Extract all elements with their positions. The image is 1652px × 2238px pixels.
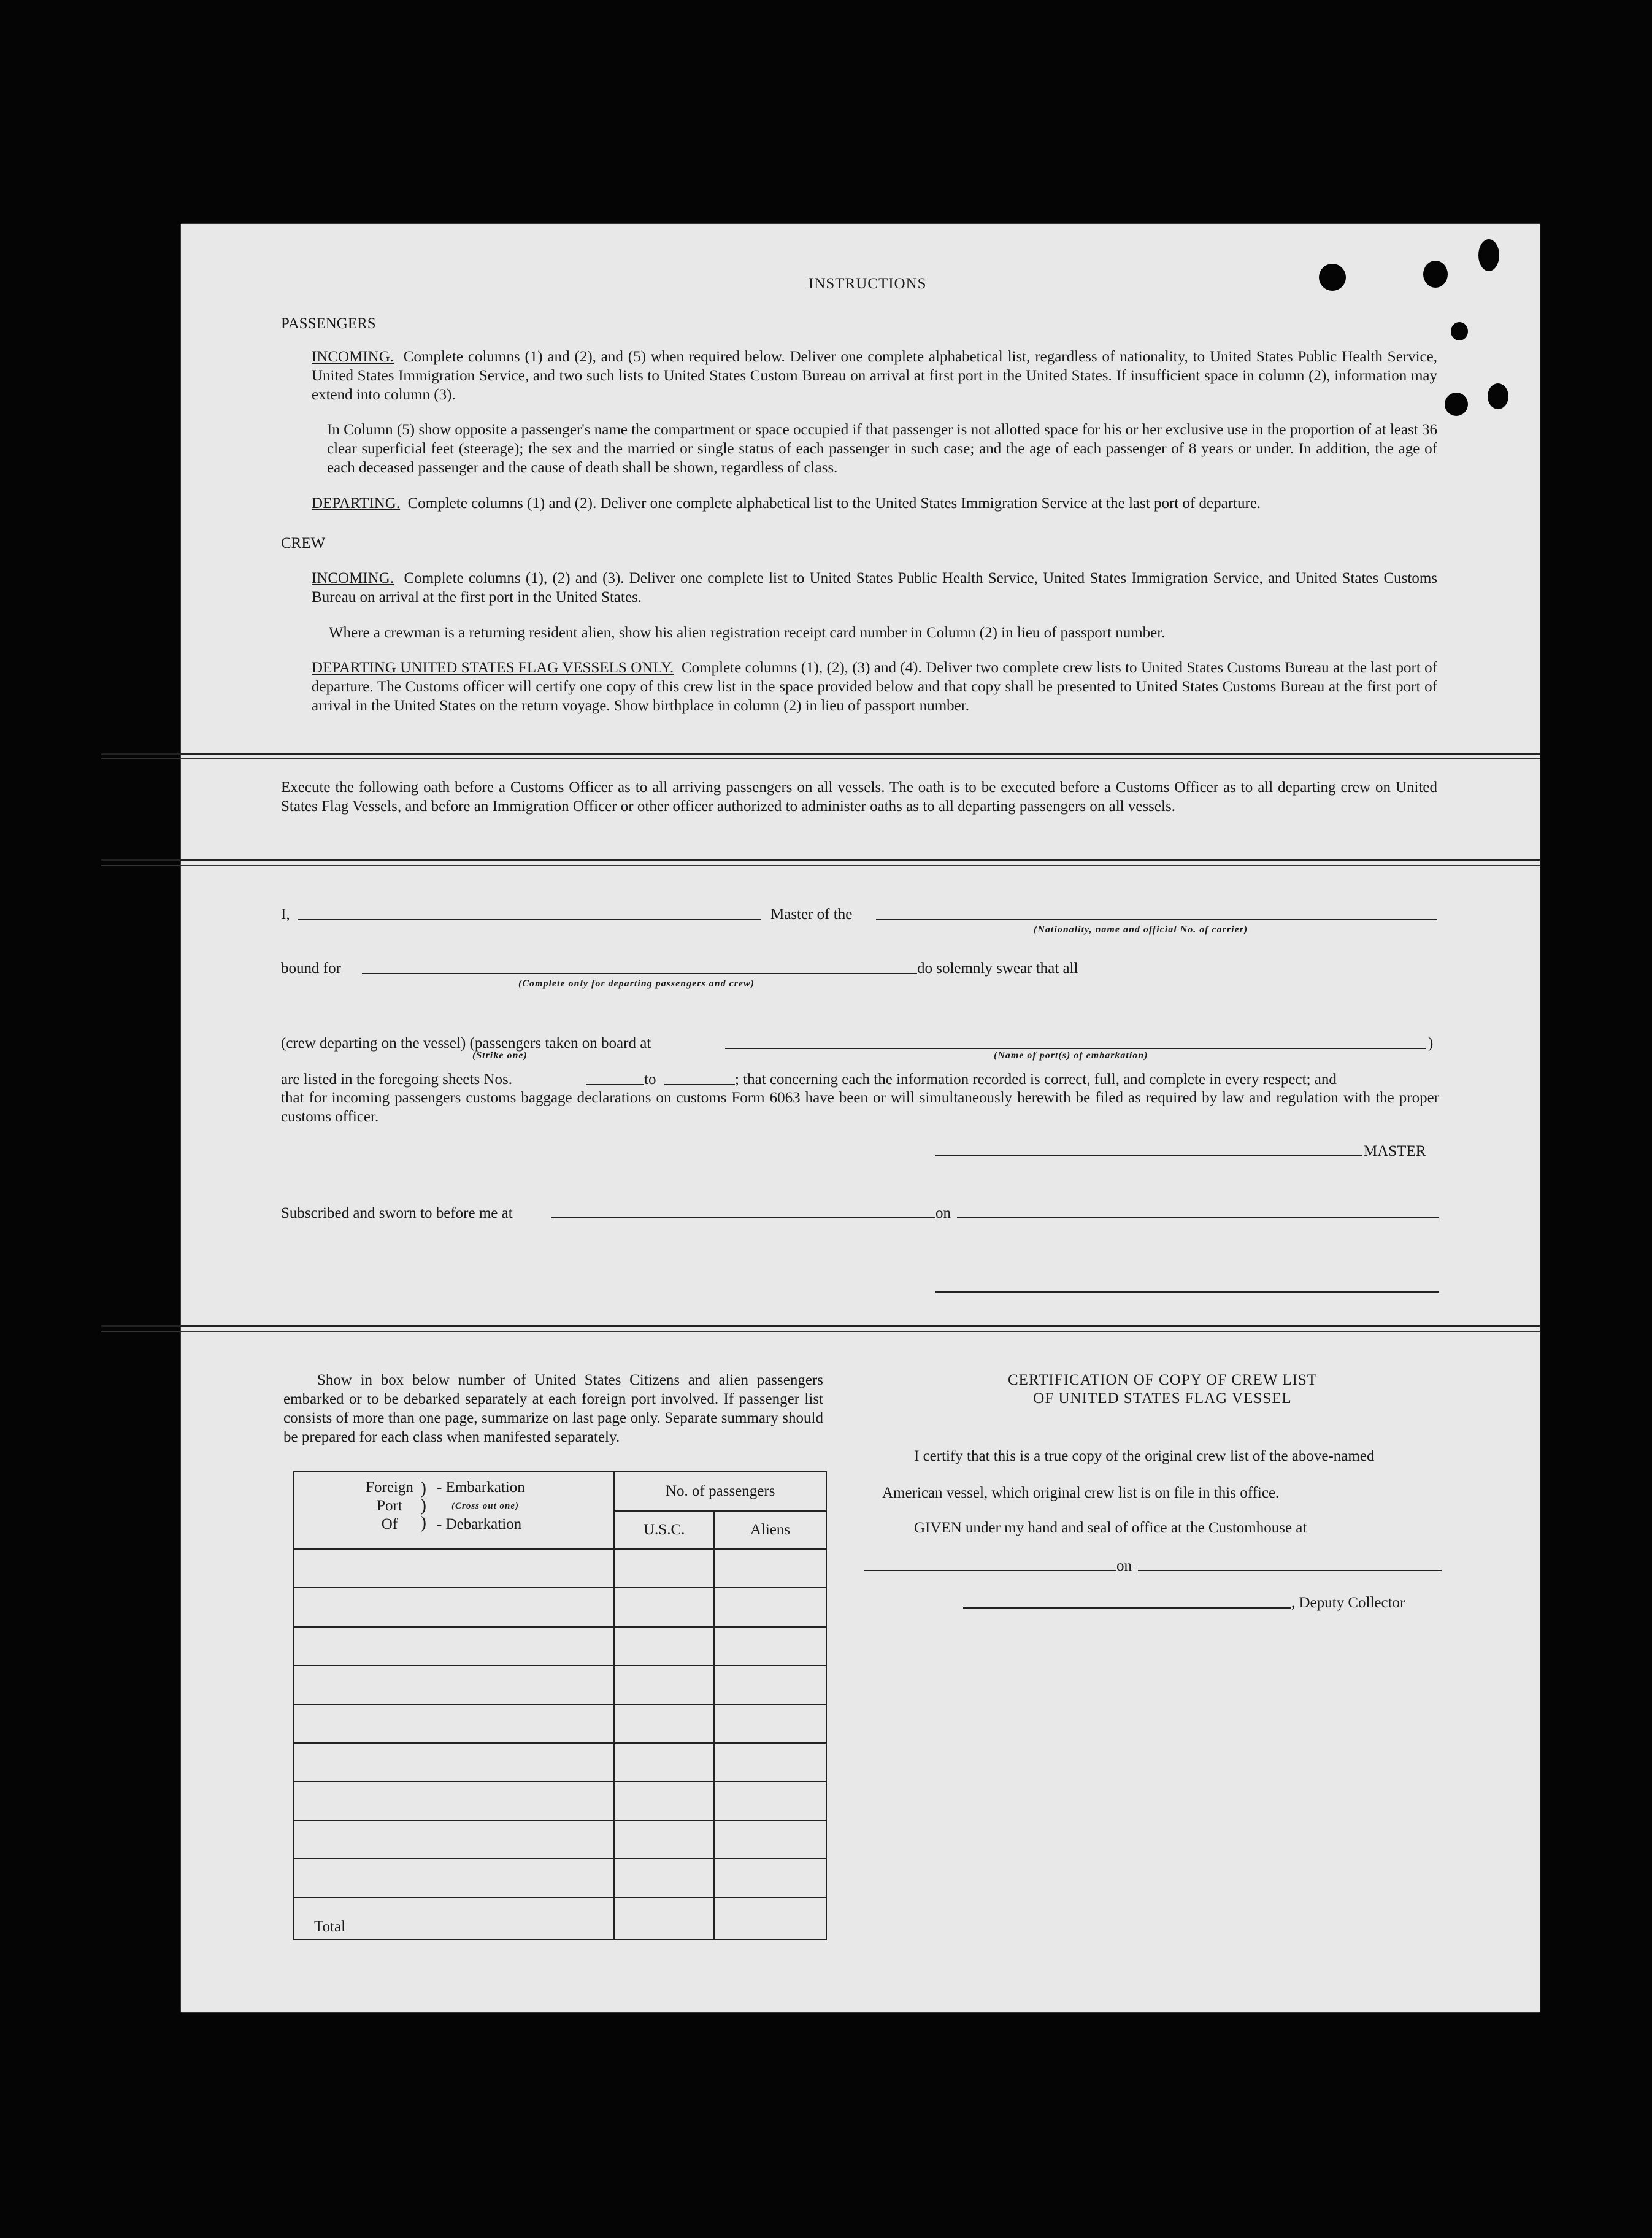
sworn-date-field[interactable] (957, 1217, 1439, 1218)
port-cell[interactable] (294, 1820, 614, 1859)
oath-i-label: I, (281, 906, 290, 923)
master-signature-field[interactable] (935, 1155, 1362, 1156)
master-name-field[interactable] (298, 919, 761, 920)
passengers-incoming-label: INCOMING. (312, 348, 394, 365)
aliens-cell[interactable] (714, 1549, 826, 1588)
usc-cell[interactable] (614, 1627, 713, 1666)
passengers-departing-text: Complete columns (1) and (2). Deliver one complete alphabetical list to the United States Immigration Service at the last port of departure. (407, 495, 1261, 512)
to-word: to (644, 1071, 656, 1088)
total-label: Total (294, 1898, 614, 1940)
certification-title-line2: OF UNITED STATES FLAG VESSEL (1033, 1390, 1292, 1407)
usc-cell[interactable] (614, 1782, 713, 1820)
summary-intro: Show in box below number of United States Citizens and alien passengers embarked or to be debarked separately at each foreign port involved. If passenger list consists of more than one page, summarize on last page only. Separate summary should be prepared for each class when manifested separately. (283, 1372, 823, 1445)
crew-departing-text: Complete columns (1), (2), (3) and (4). Deliver two complete crew lists to United States Customs Bureau at the last port of departure. The Customs officer will certify one copy of this crew list in the space provided below and that copy shall be presented to United States Customs Bureau at the first port of arrival in the United States on the return voyage. Show birthplace in column (2) in lieu of passport number. (312, 659, 1438, 714)
table-row (294, 1666, 826, 1704)
table-row (294, 1743, 826, 1782)
embarkation-port-field[interactable] (725, 1048, 1426, 1049)
passengers-heading: PASSENGERS (281, 315, 376, 332)
aliens-cell[interactable] (714, 1782, 826, 1820)
divider (101, 1331, 1540, 1332)
master-label: MASTER (1364, 1143, 1426, 1159)
on-word: on (935, 1205, 951, 1221)
sheet-from-field[interactable] (586, 1084, 644, 1085)
listed-line2: that for incoming passengers customs baggage declarations on customs Form 6063 have been or will simultaneously herewith be filed as required by law and regulation with the proper customs officer. (281, 1090, 1439, 1125)
usc-cell[interactable] (614, 1549, 713, 1588)
master-of-the-label: Master of the (770, 906, 853, 923)
table-row (294, 1704, 826, 1743)
passengers-incoming-paragraph (312, 347, 1437, 404)
listed-prefix: are listed in the foregoing sheets Nos. (281, 1071, 512, 1088)
passengers-departing-paragraph (312, 494, 1440, 513)
instructions-title: INSTRUCTIONS (809, 275, 927, 292)
oath-intro: Execute the following oath before a Customs Officer as to all arriving passengers on all vessels. The oath is to be executed before a Customs Officer as to all departing crew on United States Flag Vessels, and before an Immigration Officer or other officer authorized to administer oaths as to all departing passengers on all vessels. (281, 779, 1437, 815)
divider (101, 1325, 1540, 1327)
table-row (294, 1782, 826, 1820)
crew-heading: CREW (281, 535, 326, 552)
bound-for-label: bound for (281, 960, 341, 977)
crew-incoming-paragraph (312, 569, 1437, 607)
passengers-incoming-text: Complete columns (1) and (2), and (5) when required below. Deliver one complete alphabetical list, regardless of nationality, to United States Public Health Service, United States Immigration Service, and two such lists to United States Custom Bureau on arrival at first port in the United States. If insufficient space in column (2), information may extend into column (3). (312, 348, 1438, 403)
divider (101, 753, 1540, 755)
listed-suffix: ; that concerning each the information recorded is correct, full, and complete in every respect; and (735, 1071, 1337, 1088)
strike-one-caption: (Strike one) (472, 1050, 528, 1061)
foreign-label: Foreign (366, 1479, 413, 1496)
port-cell[interactable] (294, 1782, 614, 1820)
passengers-departing-label: DEPARTING. (312, 495, 401, 512)
sheet-to-field[interactable] (664, 1084, 735, 1085)
aliens-cell[interactable] (714, 1743, 826, 1782)
usc-cell[interactable] (614, 1588, 713, 1626)
port-cell[interactable] (294, 1743, 614, 1782)
of-label: Of (381, 1516, 398, 1532)
officer-signature-field[interactable] (935, 1291, 1439, 1293)
table-row (294, 1588, 826, 1626)
port-cell[interactable] (294, 1549, 614, 1588)
usc-header: U.S.C. (614, 1511, 713, 1549)
aliens-cell[interactable] (714, 1704, 826, 1743)
port-cell[interactable] (294, 1859, 614, 1898)
sworn-place-field[interactable] (551, 1217, 935, 1218)
usc-cell[interactable] (614, 1820, 713, 1859)
embarkation-label: - Embarkation (437, 1479, 525, 1496)
debarkation-label: - Debarkation (437, 1516, 522, 1532)
punch-hole (1423, 261, 1448, 288)
customhouse-field[interactable] (864, 1570, 1116, 1571)
bound-for-field[interactable] (362, 973, 917, 974)
divider (101, 758, 1540, 759)
punch-hole (1478, 239, 1499, 271)
cert-on-word: on (1116, 1558, 1132, 1574)
carrier-field[interactable] (876, 919, 1437, 920)
crew-resident-paragraph: Where a crewman is a returning resident alien, show his alien registration receipt card number in Column (2) in lieu of passport number. (329, 625, 1166, 641)
cross-out-caption: (Cross out one) (451, 1501, 520, 1511)
close-paren: ) (1428, 1035, 1434, 1052)
aliens-total-cell[interactable] (714, 1898, 826, 1940)
complete-only-caption: (Complete only for departing passengers and crew) (518, 979, 755, 989)
port-cell[interactable] (294, 1627, 614, 1666)
deputy-collector-label: , Deputy Collector (1291, 1594, 1405, 1611)
aliens-header: Aliens (714, 1511, 826, 1549)
punch-hole (1319, 264, 1346, 291)
divider (101, 865, 1540, 866)
passengers-column5-paragraph: In Column (5) show opposite a passenger's name the compartment or space occupied if that passenger is not allotted space for his or her exclusive use in the proportion of at least 36 clear superficial feet (steerage); the sex and the married or single status of each passenger in such case; and the age of each passenger of 8 years or under. In addition, the age of each deceased passenger and the cause of death shall be shown, regardless of class. (327, 421, 1437, 476)
total-row (294, 1898, 826, 1940)
certify-text: I certify that this is a true copy of the original crew list of the above-named (914, 1448, 1375, 1464)
port-cell[interactable] (294, 1666, 614, 1704)
crew-departing-label: DEPARTING UNITED STATES FLAG VESSELS ONLY. (312, 659, 674, 676)
passenger-summary-table (293, 1471, 827, 1940)
usc-cell[interactable] (614, 1704, 713, 1743)
punch-hole (1488, 383, 1508, 409)
crew-incoming-label: INCOMING. (312, 570, 394, 586)
cert-date-field[interactable] (1138, 1570, 1442, 1571)
punch-hole (1445, 393, 1468, 416)
crew-incoming-text: Complete columns (1), (2) and (3). Deliver one complete list to United States Public Health Service, United States Immigration Service, and United States Customs Bureau on arrival at the first port in the United States. (312, 570, 1437, 606)
no-passengers-header: No. of passengers (614, 1472, 826, 1511)
port-label: Port (377, 1498, 402, 1514)
table-row (294, 1859, 826, 1898)
usc-cell[interactable] (614, 1666, 713, 1704)
table-row (294, 1549, 826, 1588)
punch-hole (1451, 322, 1468, 340)
certification-title-line1: CERTIFICATION OF COPY OF CREW LIST (1007, 1372, 1318, 1388)
crew-departing-label: (crew departing on the vessel) (passengers taken on board at (281, 1035, 651, 1052)
port-cell[interactable] (294, 1588, 614, 1626)
aliens-cell[interactable] (714, 1588, 826, 1626)
divider (101, 859, 1540, 861)
aliens-cell[interactable] (714, 1859, 826, 1898)
nationality-caption: (Nationality, name and official No. of carrier) (1034, 925, 1248, 935)
port-caption: (Name of port(s) of embarkation) (994, 1050, 1148, 1061)
swear-text: do solemnly swear that all (917, 960, 1078, 977)
usc-cell[interactable] (614, 1859, 713, 1898)
table-row (294, 1820, 826, 1859)
foreign-port-header (294, 1472, 614, 1549)
deputy-signature-field[interactable] (963, 1607, 1291, 1609)
american-vessel-text: American vessel, which original crew list is on file in this office. (882, 1485, 1280, 1501)
aliens-cell[interactable] (714, 1627, 826, 1666)
brace-glyph: ) ) ) (420, 1478, 426, 1532)
usc-total-cell[interactable] (614, 1898, 713, 1940)
given-text: GIVEN under my hand and seal of office at the Customhouse at (914, 1520, 1307, 1536)
subscribed-label: Subscribed and sworn to before me at (281, 1205, 513, 1221)
aliens-cell[interactable] (714, 1820, 826, 1859)
aliens-cell[interactable] (714, 1666, 826, 1704)
table-row (294, 1627, 826, 1666)
usc-cell[interactable] (614, 1743, 713, 1782)
port-cell[interactable] (294, 1704, 614, 1743)
crew-departing-paragraph (312, 658, 1437, 715)
